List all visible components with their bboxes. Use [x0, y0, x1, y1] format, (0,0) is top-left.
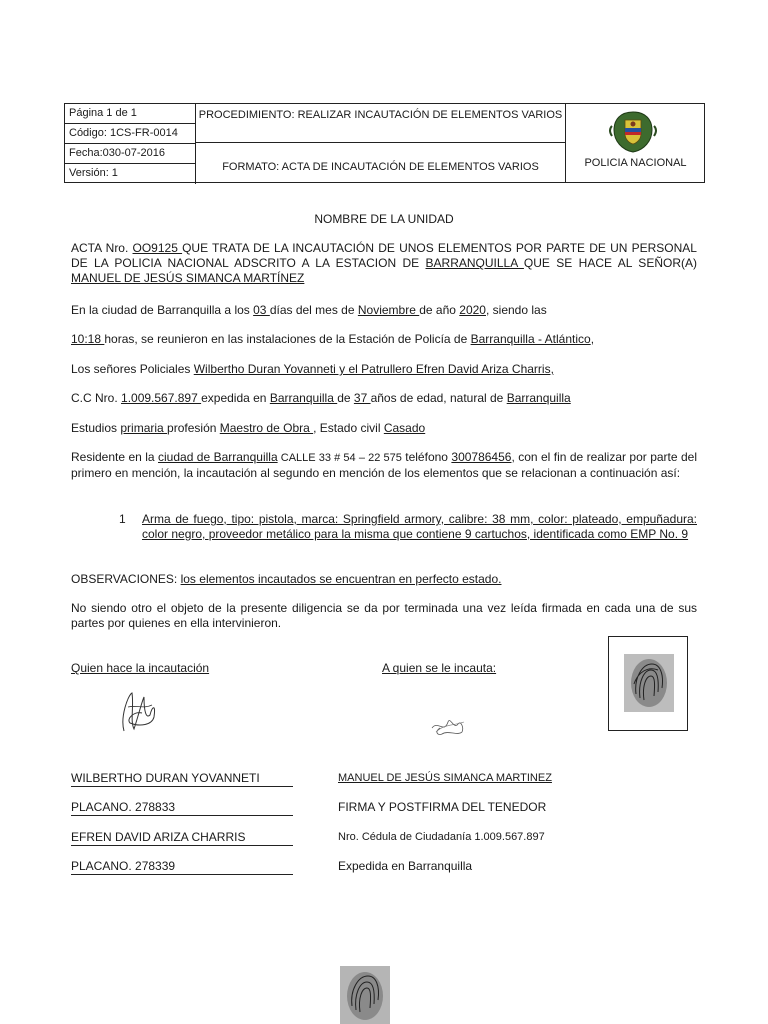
residence-label: Residente en la [71, 450, 159, 464]
civil-value: Casado [383, 421, 426, 435]
residence-text: , con el fin de realizar por parte del primero en mención, la incautación al segundo en mención de los elementos que se relacionan a continuación así: [71, 450, 697, 480]
organization-name: POLICIA NACIONAL [584, 157, 687, 169]
items-list [71, 512, 697, 542]
seizer-label: Quien hace la incautación [71, 661, 210, 675]
time-label: , siendo las [485, 303, 547, 317]
day-value: 03 [253, 303, 270, 317]
residence-city: ciudad de Barranquilla [158, 450, 278, 464]
page-number: Página 1 de 1 [65, 104, 196, 124]
item-description: Arma de fuego, tipo: pistola, marca: Springfield armory, calibre: 38 mm, color: plateado, empuñadura: color negro, proveedor metálico para la misma que contiene 9 cartuchos, identificada como EMP No. 9 [142, 512, 697, 541]
observations-line [71, 572, 697, 587]
document-header-table [64, 103, 705, 183]
fingerprint-box [608, 636, 688, 731]
seizer-signature-icon [110, 687, 170, 737]
station-name: BARRANQUILLA [425, 256, 524, 270]
time-value: 10:18 [71, 332, 105, 346]
document-date: Fecha:030-07-2016 [65, 144, 196, 164]
person-name: MANUEL DE JESÚS SIMANCA MARTÍNEZ [71, 271, 305, 285]
officers-names: Wilbertho Duran Yovanneti y el Patrullero Efren David Ariza Charris, [193, 362, 554, 376]
acta-paragraph [71, 241, 697, 286]
item-number: 1 [119, 512, 126, 526]
seizer-2-plate: PLACANO. 278339 [71, 859, 293, 875]
time-line [71, 332, 697, 347]
profession-value: Maestro de Obra [219, 421, 314, 435]
observations-label: OBSERVACIONES: [71, 572, 181, 586]
issued-label: expedida en [201, 391, 270, 405]
time-end: , [590, 332, 595, 346]
phone-label: teléfono [401, 450, 452, 464]
city-text: En la ciudad de Barranquilla a los [71, 303, 254, 317]
cc-number: 1.009.567.897 [121, 391, 202, 405]
place-value: Barranquilla - Atlántico [470, 332, 591, 346]
holder-name: MANUEL DE JESÚS SIMANCA MARTINEZ [338, 772, 552, 784]
studies-value: primaria [120, 421, 168, 435]
seizer-1-plate: PLACANO. 278833 [71, 800, 293, 816]
seizer-1-name: WILBERTHO DURAN YOVANNETI [71, 771, 293, 787]
year-label: de año [419, 303, 460, 317]
closing-paragraph: No siendo otro el objeto de la presente diligencia se da por terminada una vez leída firmada en cada una de sus partes por quienes en ella intervinieron. [71, 601, 697, 630]
officers-line [71, 362, 697, 377]
acta-text: QUE TRATA DE LA INCAUTACIÓN DE UNOS ELEMENTOS POR PARTE DE UN PERSONAL DE LA POLICIA NACIONAL ADSCRITO A LA ESTACION DE [71, 241, 697, 270]
month-value: Noviembre [357, 303, 420, 317]
acta-number: OO9125 [132, 241, 183, 255]
police-emblem-icon [606, 108, 660, 154]
residence-address: CALLE 33 # 54 – 22 575 [277, 452, 402, 464]
year-value: 2020 [459, 303, 486, 317]
seized-label: A quien se le incauta: [382, 661, 497, 675]
seizer-2-name: EFREN DAVID ARIZA CHARRIS [71, 830, 293, 846]
holder-issued: Expedida en Barranquilla [338, 859, 473, 873]
holder-signature-label: FIRMA Y POSTFIRMA DEL TENEDOR [338, 800, 547, 814]
organization-cell [566, 104, 705, 182]
format-title: FORMATO: ACTA DE INCAUTACIÓN DE ELEMENTOS VARIOS [196, 143, 566, 183]
holder-id: Nro. Cédula de Ciudadanía 1.009.567.897 [338, 831, 545, 843]
time-text: horas, se reunieron en las instalaciones de la Estación de Policía de [104, 332, 471, 346]
fingerprint-icon [340, 966, 390, 1024]
acta-label: ACTA Nro. [71, 241, 133, 255]
origin-city: Barranquilla [506, 391, 571, 405]
list-item [71, 512, 697, 542]
fingerprint-icon [624, 654, 674, 712]
age-value: 37 [353, 391, 371, 405]
acta-text-2: QUE SE HACE AL SEÑOR(A) [523, 256, 697, 270]
procedure-title: PROCEDIMIENTO: REALIZAR INCAUTACIÓN DE ELEMENTOS VARIOS [196, 104, 566, 143]
profession-label: profesión [167, 421, 220, 435]
document-version: Versión: 1 [65, 164, 196, 184]
id-line [71, 391, 697, 406]
civil-label: , Estado civil [313, 421, 384, 435]
residence-paragraph [71, 450, 697, 481]
unit-title: NOMBRE DE LA UNIDAD [314, 212, 454, 226]
issued-city: Barranquilla [269, 391, 338, 405]
studies-label: Estudios [71, 421, 121, 435]
age-prefix: de [337, 391, 354, 405]
month-label: días del mes de [269, 303, 358, 317]
cc-label: C.C Nro. [71, 391, 122, 405]
observations-text: los elementos incautados se encuentran en perfecto estado. [180, 572, 502, 586]
phone-value: 300786456 [451, 450, 512, 464]
officers-label: Los señores Policiales [71, 362, 194, 376]
origin-label: años de edad, natural de [370, 391, 507, 405]
document-code: Código: 1CS-FR-0014 [65, 124, 196, 144]
city-line [71, 303, 697, 318]
holder-signature-icon [428, 710, 468, 740]
studies-line [71, 421, 697, 436]
